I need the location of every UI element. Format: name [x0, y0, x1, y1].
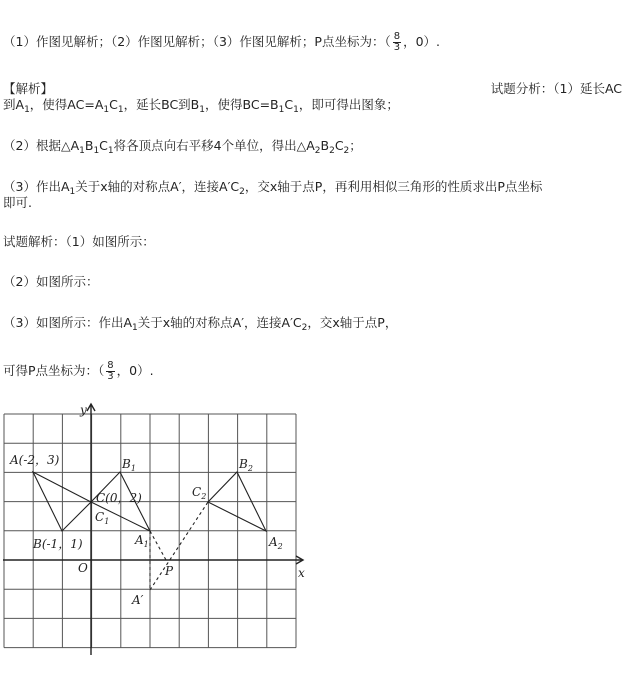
label-a2: $A_2$ — [269, 535, 283, 551]
analysis-heading: 【解析】 — [3, 81, 54, 96]
answer-p-tail: ，0）. — [403, 34, 441, 49]
answer-p-label: P点坐标为：（ — [314, 34, 391, 49]
solution-line-4: 可得P点坐标为：（ $\frac{8}{3}$ ，0）. — [3, 360, 154, 382]
graph-labels — [9, 403, 305, 607]
analysis-line-1: 到$A_1$，使得$AC=A_1C_1$，延长BC到$B_1$，使得$BC=B_1C_1$，即可得出图象； — [3, 97, 399, 115]
label-origin: O — [78, 561, 88, 575]
analysis-line-4: 即可. — [3, 195, 32, 210]
analysis-line-3: （3）作出$A_1$关于x轴的对称点A′，连接$A'C_2$，交x轴于点P，再利用相似三角形的性质求出P点坐标 — [3, 179, 543, 197]
label-c: C(0，2) — [96, 491, 142, 505]
answer-part3: （3）作图见解析； — [212, 34, 315, 49]
axes — [3, 404, 303, 655]
label-b2: $B_2$ — [239, 457, 253, 473]
answer-fraction: $\frac{8}{3}$ — [393, 31, 401, 53]
label-a-prime: A′ — [132, 593, 144, 607]
solution-line-2: （2）如图所示： — [3, 274, 99, 289]
answer-part1: （1）作图见解析； — [3, 34, 111, 49]
label-b1: $B_1$ — [122, 457, 136, 473]
solution-line-3: （3）如图所示：作出$A_1$关于x轴的对称点A′，连接$A'C_2$，交x轴于点P， — [3, 315, 398, 333]
label-c2: $C_2$ — [192, 485, 207, 501]
label-a: A(-2，3) — [10, 453, 60, 467]
answer-part2: （2）作图见解析； — [110, 34, 213, 49]
solution-title: 试题解析：（1）如图所示： — [3, 234, 155, 249]
analysis-line-2: （2）根据$\triangle A_1B_1C_1$将各顶点向右平移4个单位，得出$\triangle A_2B_2C_2$； — [3, 138, 362, 156]
label-y-axis: y — [80, 403, 87, 417]
analysis-right-head: 试题分析：（1）延长AC — [490, 81, 622, 96]
solution-fraction: $\frac{8}{3}$ — [107, 360, 114, 382]
label-c1: $C_1$ — [95, 510, 110, 526]
label-b: B(-1，1) — [33, 537, 83, 551]
label-p: P — [165, 564, 174, 578]
label-a1: $A_1$ — [135, 533, 149, 549]
label-x-axis: x — [298, 566, 305, 580]
